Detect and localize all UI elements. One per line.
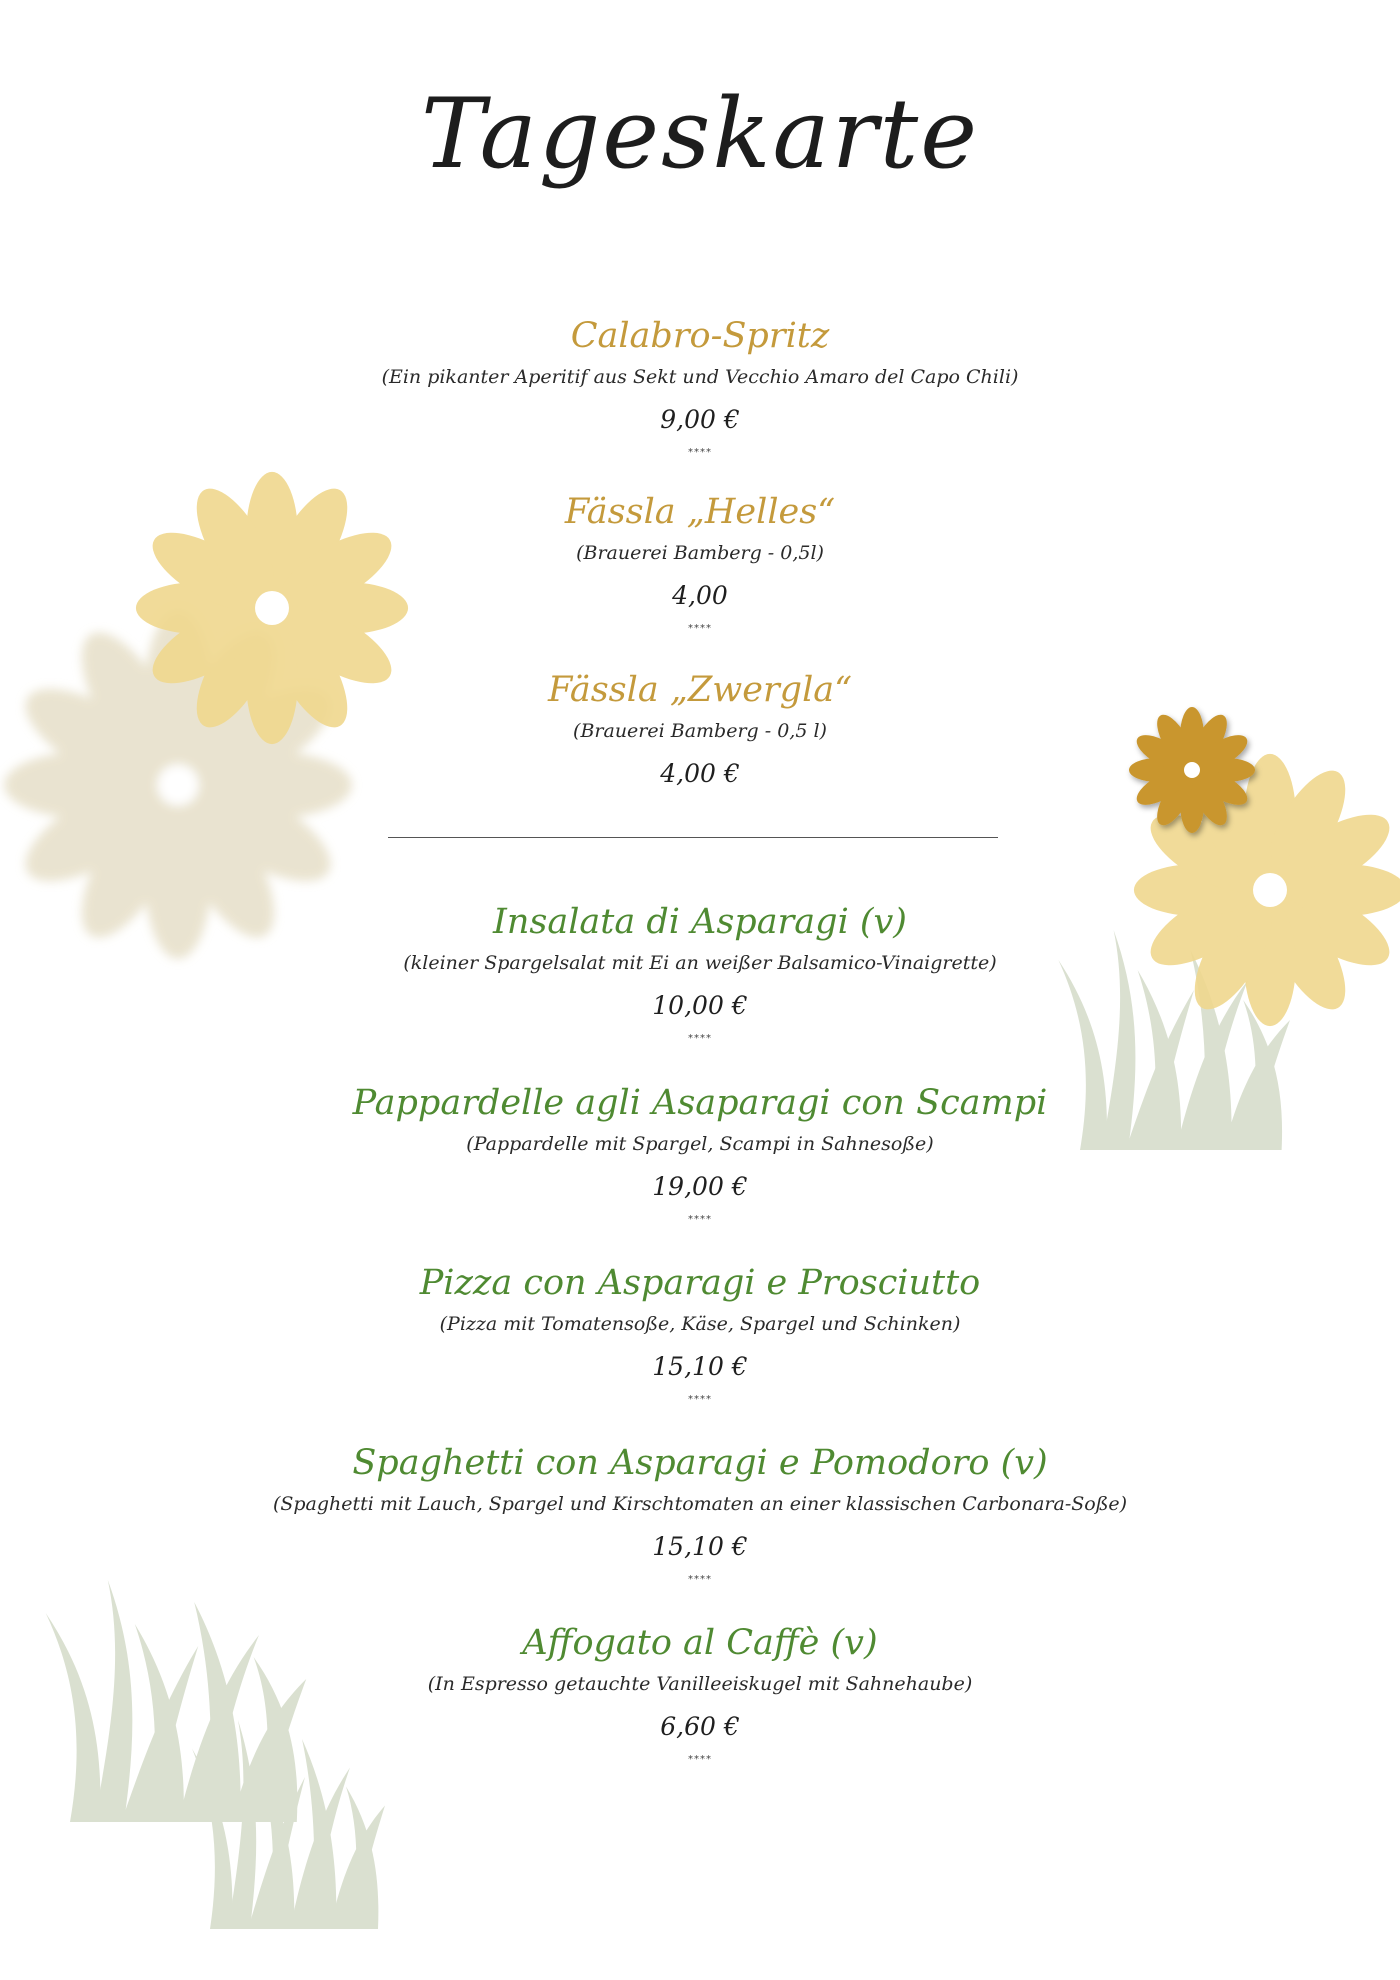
item-name: Fässla „Zwergla“ <box>547 670 853 710</box>
item-price: 15,10 € <box>652 1352 748 1381</box>
item-description: (Brauerei Bamberg - 0,5l) <box>576 542 824 564</box>
item-description: (Brauerei Bamberg - 0,5 l) <box>573 720 827 742</box>
item-name: Spaghetti con Asparagi e Pomodoro (v) <box>352 1443 1048 1483</box>
item-price: 9,00 € <box>660 405 740 434</box>
item-name: Affogato al Caffè (v) <box>522 1623 878 1663</box>
menu-item <box>0 490 1400 635</box>
item-price: 4,00 <box>672 581 728 610</box>
menu-item <box>0 1441 1400 1586</box>
item-description: (Pizza mit Tomatensoße, Käse, Spargel und Schinken) <box>439 1313 961 1335</box>
separator: **** <box>688 1574 712 1585</box>
section-divider <box>388 837 998 838</box>
item-name: Fässla „Helles“ <box>564 492 836 532</box>
item-price: 10,00 € <box>652 991 748 1020</box>
menu-item <box>0 314 1400 459</box>
item-price: 6,60 € <box>660 1712 740 1741</box>
item-price: 19,00 € <box>652 1172 748 1201</box>
item-description: (Ein pikanter Aperitif aus Sekt und Vecchio Amaro del Capo Chili) <box>381 366 1019 388</box>
item-description: (Pappardelle mit Spargel, Scampi in Sahnesoße) <box>466 1133 934 1155</box>
item-description: (In Espresso getauchte Vanilleeiskugel mit Sahnehaube) <box>427 1673 973 1695</box>
separator: **** <box>688 1394 712 1405</box>
item-name: Insalata di Asparagi (v) <box>493 902 907 942</box>
item-name: Calabro-Spritz <box>570 316 830 356</box>
page-title: Tageskarte <box>420 78 980 190</box>
item-description: (Spaghetti mit Lauch, Spargel und Kirschtomaten an einer klassischen Carbonara-Soße) <box>272 1493 1128 1515</box>
separator: **** <box>688 623 712 634</box>
menu-item <box>0 1621 1400 1766</box>
separator: **** <box>688 1214 712 1225</box>
separator: **** <box>688 447 712 458</box>
menu-item <box>0 668 1400 791</box>
item-name: Pizza con Asparagi e Prosciutto <box>419 1263 981 1303</box>
separator: **** <box>688 1033 712 1044</box>
item-name: Pappardelle agli Asaparagi con Scampi <box>352 1083 1048 1123</box>
menu-item <box>0 1081 1400 1226</box>
separator: **** <box>688 1754 712 1765</box>
item-price: 15,10 € <box>652 1532 748 1561</box>
item-price: 4,00 € <box>660 759 740 788</box>
menu-item <box>0 1261 1400 1406</box>
item-description: (kleiner Spargelsalat mit Ei an weißer Balsamico-Vinaigrette) <box>403 952 997 974</box>
menu-item <box>0 900 1400 1045</box>
